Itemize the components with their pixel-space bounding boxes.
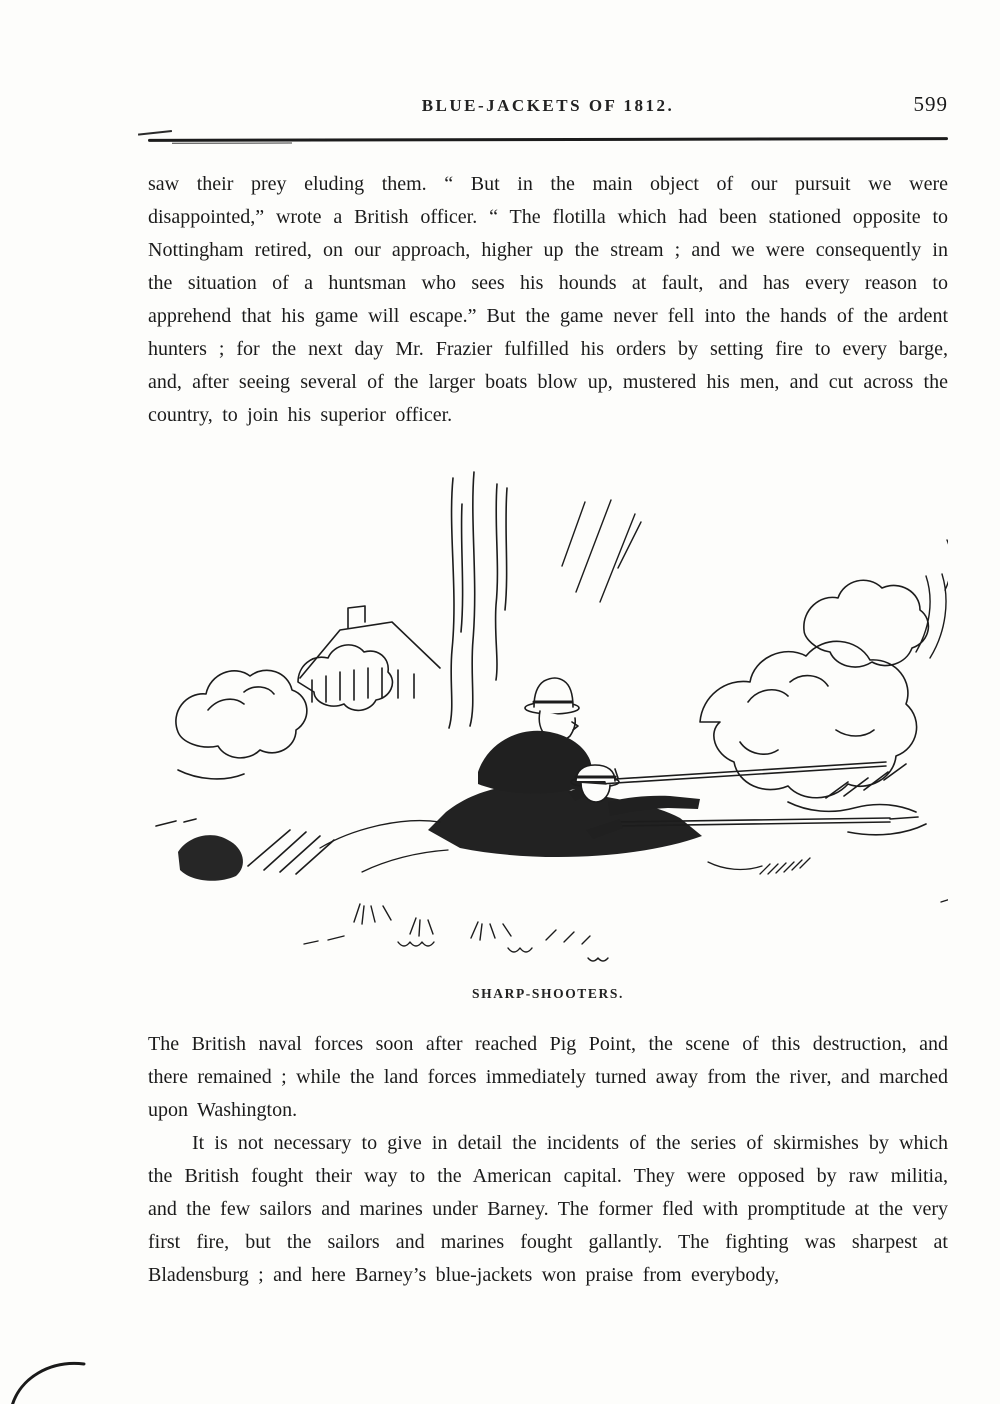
paragraph-continuation: saw their prey eluding them. “ But in the main object of our pursuit we were disappointed,” wrote a British officer. “ The flotilla which had been stationed opposite to Nottingham retired, on our approach, higher up the stream ; and we were consequently in the situation of a huntsman who sees his hounds at fault, and has every reason to apprehend that his game will escape.” But the game never fell into the hands of the ardent hunters ; for the next day Mr. Frazier fulfilled his orders by setting fire to every barge, and, after seeing several of the larger boats blow up, mustered his men, and cut across the country, to join his superior officer.: [148, 173, 948, 426]
page-number: 599: [913, 92, 948, 116]
smoke-cloud-left: [176, 645, 393, 779]
ground-hatch: [708, 858, 948, 902]
house-ruin: [300, 606, 440, 702]
smoke-cloud-right: [700, 580, 928, 835]
grass: [304, 904, 608, 961]
running-title: BLUE-JACKETS OF 1812.: [421, 96, 675, 115]
smoke-wisps-right-edge: [916, 540, 948, 658]
sketch-strokes: [562, 500, 641, 602]
rifle-upper: [568, 762, 886, 801]
sharpshooters-illustration: [148, 470, 948, 970]
page-curl-artifact: [8, 1354, 88, 1404]
tree-trunk: [449, 472, 507, 728]
embankment: [156, 819, 334, 881]
paragraph-pig-point: The British naval forces soon after reached Pig Point, the scene of this destruction, and there remained ; while the land forces immediately turned away from the river, and marched upon Washington.: [148, 1033, 948, 1121]
paragraph-skirmishes: It is not necessary to give in detail the incidents of the series of skirmishes by which the British fought their way to the American capital. They were opposed by raw militia, and the few sailors and marines under Barney. The former fled with promptitude at the very first fire, but the sailors and marines fought gallantly. The fighting was sharpest at Bladensburg ; and here Barney’s blue-jackets won praise from everybody,: [148, 1132, 948, 1286]
illustration-figure: [148, 470, 948, 1002]
header-rule: [148, 137, 948, 142]
page-header: [148, 92, 948, 122]
illustration-caption: SHARP-SHOOTERS.: [472, 986, 624, 1001]
